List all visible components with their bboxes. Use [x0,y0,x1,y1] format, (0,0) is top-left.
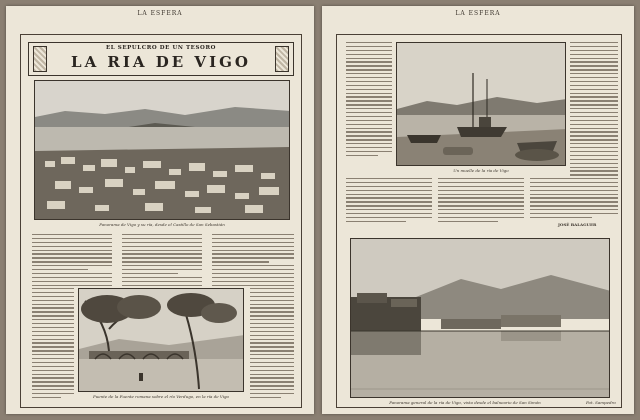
right-page [322,6,634,414]
text-column-9 [438,178,524,225]
title-banner [28,42,294,76]
vigo-panorama-image [35,81,290,220]
left-page [6,6,314,414]
text-column-1 [32,234,112,288]
ria-panorama-photo [350,238,610,398]
photo-caption-panorama: Panorama general de la ría de Vigo, visto desde el balneario de San Simón [389,400,541,405]
dock-image [397,43,566,166]
text-column-10 [530,178,618,221]
bridge-image [79,289,244,392]
photo-caption-bottom: Puente de la Fuente romana sobre el río Verdugo, en la ría de Vigo [93,394,229,399]
bridge-photo [78,288,244,392]
running-head-right: LA ESFERA [455,10,501,17]
text-column-2 [122,234,202,288]
article-title: LA RIA DE VIGO [71,53,251,71]
text-column-3 [212,234,294,288]
photo-caption-top: Panorama de Vigo y su ría, desde el Castillo de San Sebastián [99,222,225,227]
photo-caption-dock: Un muelle de la ría de Vigo [453,168,509,173]
text-column-6 [346,42,392,159]
text-column-7 [570,42,618,190]
article-kicker: EL SEPULCRO DE UN TESORO [105,45,217,51]
photo-credit: Fot. Sampedro [586,400,616,405]
vigo-panorama-photo [34,80,290,220]
dock-photo [396,42,566,166]
text-column-5 [250,288,294,401]
ria-panorama-image [351,239,610,398]
author-signature: JOSÉ BALAGUER [558,222,597,227]
text-column-8 [346,178,432,225]
running-head-left: LA ESFERA [137,10,183,17]
text-column-4 [32,288,74,401]
